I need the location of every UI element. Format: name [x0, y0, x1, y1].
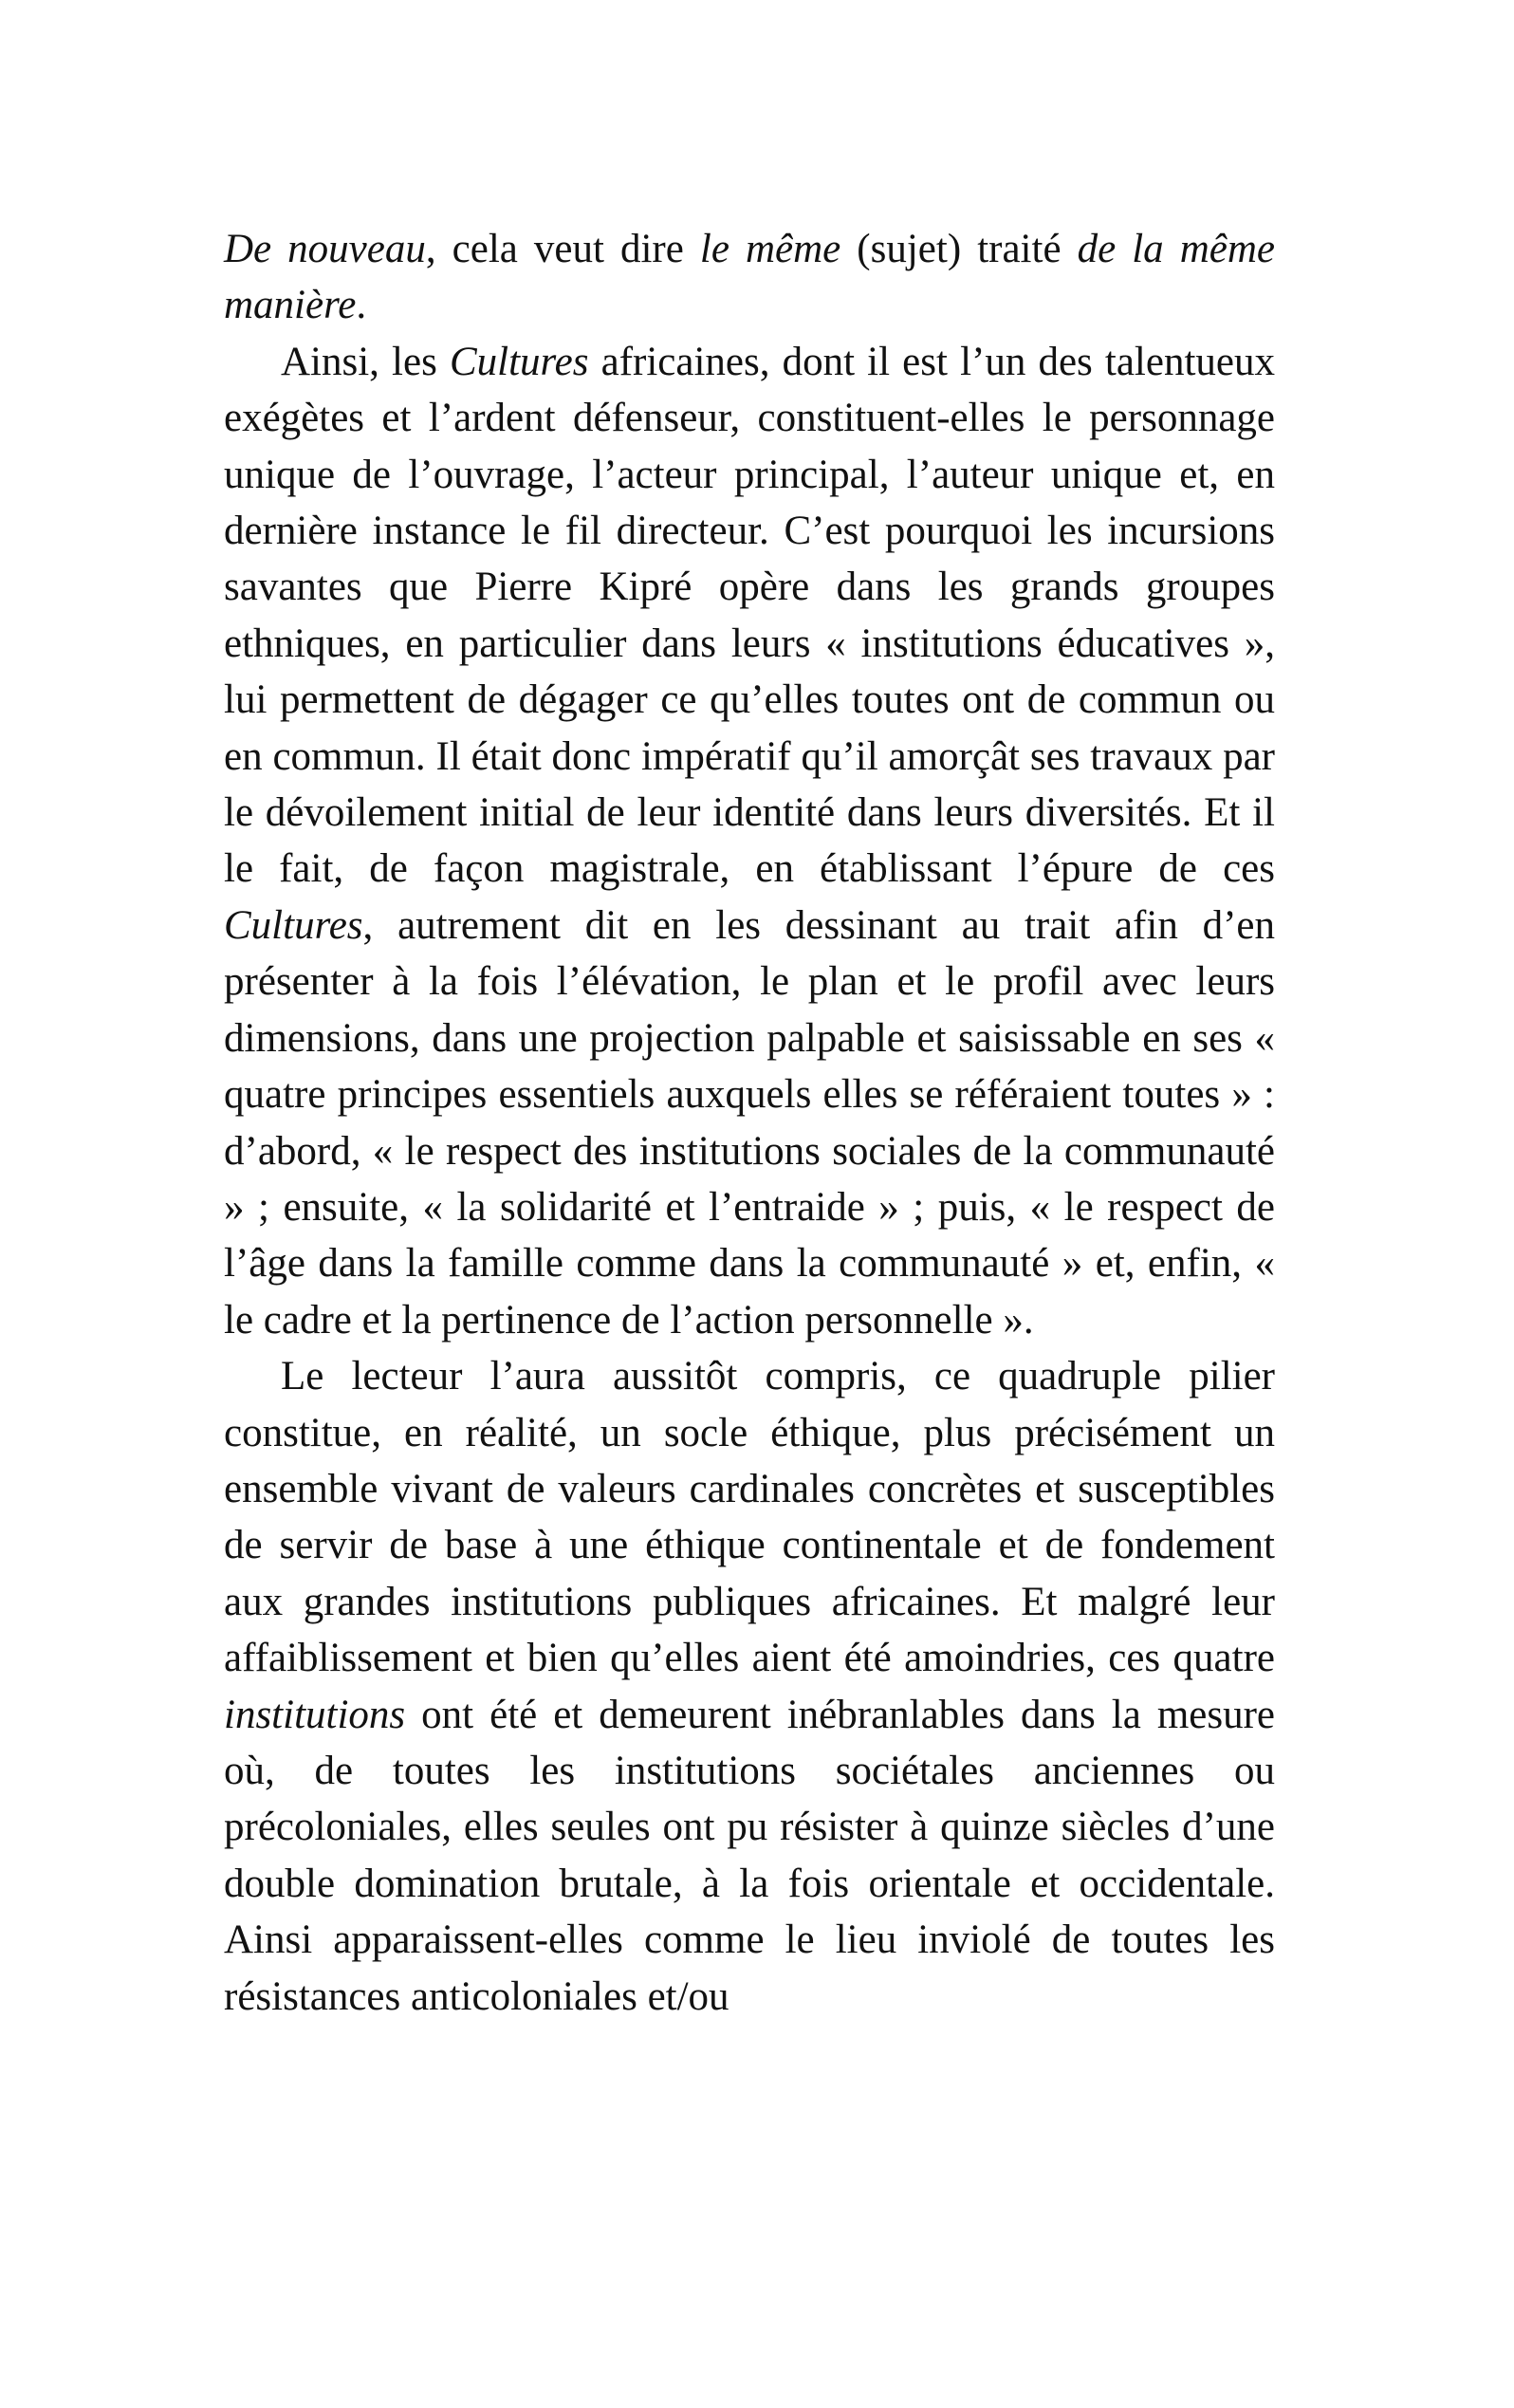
paragraph-1	[224, 221, 1275, 334]
italic-run: De nouveau	[224, 227, 426, 271]
text-run: ont été et demeurent inébranlables dans la mesure où, de toutes les institutions sociétales anciennes ou précoloniales, elles seules ont pu résister à quinze siècles d’une double domination brutale, à la fois orientale et occidentale. Ainsi apparaissent-elles comme le lieu inviolé de toutes les résistances anticoloniales et/ou	[224, 1692, 1275, 2019]
italic-run: le même	[699, 227, 841, 271]
text-run: .	[356, 283, 367, 328]
italic-run: institutions	[224, 1692, 406, 1737]
text-run: Ainsi, les	[281, 339, 450, 384]
paragraph-3	[224, 1348, 1275, 2025]
italic-run: Cultures	[224, 902, 363, 948]
text-run: , cela veut dire	[425, 227, 700, 271]
body-text	[224, 221, 1275, 2025]
italic-run: Cultures	[449, 339, 589, 384]
text-run: (sujet) traité	[840, 227, 1078, 271]
italic-run: de la même manière	[224, 227, 1275, 328]
text-run: africaines, dont il est l’un des talentueux exégètes et l’ardent défenseur, constituent-elles le personnage unique de l’ouvrage, l’acteur principal, l’auteur unique et, en dernière instance le fil directeur. C’est pourquoi les incursions savantes que Pierre Kipré opère dans les grands groupes ethniques, en particulier dans leurs « institutions éducatives », lui permettent de dégager ce qu’elles toutes ont de commun ou en commun. Il était donc impératif qu’il amorçât ses travaux par le dévoilement initial de leur identité dans leurs diversités. Et il le fait, de façon magistrale, en établissant l’épure de ces	[224, 339, 1275, 892]
text-run: , autrement dit en les dessinant au trait afin d’en présenter à la fois l’élévation, le plan et le profil avec leurs dimensions, dans une projection palpable et saisissable en ses « quatre principes essentiels auxquels elles se référaient toutes » : d’abord, « le respect des institutions sociales de la communauté » ; ensuite, « la solidarité et l’entraide » ; puis, « le respect de l’âge dans la famille comme dans la communauté » et, enfin, « le cadre et la pertinence de l’action personnelle ».	[224, 902, 1275, 1343]
paragraph-2	[224, 334, 1275, 1348]
text-run: Le lecteur l’aura aussitôt compris, ce quadruple pilier constitue, en réalité, un socle éthique, plus précisément un ensemble vivant de valeurs cardinales concrètes et susceptibles de servir de base à une éthique continentale et de fondement aux grandes institutions publiques africaines. Et malgré leur affaiblissement et bien qu’elles aient été amoindries, ces quatre	[224, 1354, 1275, 1681]
